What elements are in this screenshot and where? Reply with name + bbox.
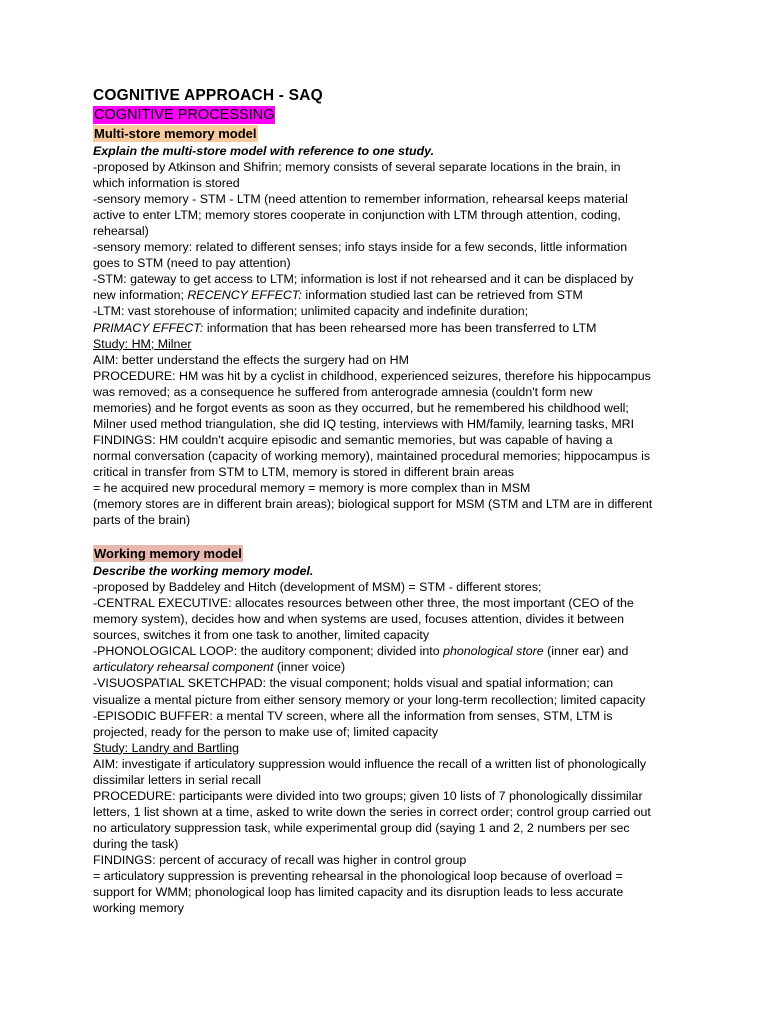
text-line: no articulatory suppression task, while experimental group did (saying 1 and 2, 2 numbers per sec [93, 820, 630, 835]
msm-study-body [93, 352, 688, 529]
text-span: new information; [93, 288, 188, 303]
text-line: -CENTRAL EXECUTIVE: allocates resources between other three, the most important (CEO of the [93, 596, 634, 611]
msm-ltm-line: -LTM: vast storehouse of information; unlimited capacity and indefinite duration; [93, 304, 529, 319]
text-line: working memory [93, 901, 184, 916]
text-line: active to enter LTM; memory stores cooperate in conjunction with LTM through attention, coding, [93, 208, 621, 223]
text-line: AIM: better understand the effects the surgery had on HM [93, 352, 409, 367]
text-span: information studied last can be retrieved from STM [301, 288, 583, 303]
text-line: rehearsal) [93, 224, 149, 239]
text-line: PROCEDURE: participants were divided into two groups; given 10 lists of 7 phonologically dissimilar [93, 788, 643, 803]
text-line: -proposed by Atkinson and Shifrin; memory consists of several separate locations in the brain, in [93, 160, 621, 175]
text-line: which information is stored [93, 176, 240, 191]
text-line: PROCEDURE: HM was hit by a cyclist in childhood, experienced seizures, therefore his hippocampus [93, 368, 651, 383]
section-spacer [93, 528, 688, 545]
wmm-phono-line-1 [93, 643, 688, 659]
recency-effect-term: RECENCY EFFECT: [187, 288, 302, 303]
msm-question: Explain the multi-store model with reference to one study. [93, 144, 435, 158]
page-title: COGNITIVE APPROACH - SAQ [93, 87, 323, 104]
msm-section [93, 125, 688, 528]
text-line: = articulatory suppression is preventing rehearsal in the phonological loop because of overload = [93, 869, 623, 884]
msm-heading: Multi-store memory model [94, 126, 257, 141]
text-line: memories) and he forgot events as soon as they occurred, but he remembered his childhood well; [93, 400, 629, 415]
articulatory-component-term: articulatory rehearsal component [93, 660, 274, 675]
wmm-phono-line-2 [93, 659, 688, 675]
msm-primacy-line [93, 320, 688, 336]
text-span: (inner ear) and [543, 644, 629, 659]
wmm-heading: Working memory model [94, 546, 242, 562]
text-line: projected, ready for the person to make use of; limited capacity [93, 724, 439, 739]
text-line: -sensory memory: related to different senses; info stays inside for a few seconds, little information [93, 240, 628, 255]
text-span: information that has been rehearsed more has been transferred to LTM [203, 320, 597, 335]
phonological-store-term: phonological store [443, 644, 544, 659]
text-line: sources, switches it from one task to another, limited capacity [93, 628, 430, 643]
text-line: -STM: gateway to get access to LTM; information is lost if not rehearsed and it can be displaced by [93, 272, 634, 287]
msm-study-label: Study: HM; Milner [93, 336, 192, 351]
wmm-body-b [93, 675, 688, 739]
primacy-effect-term: PRIMACY EFFECT: [93, 320, 204, 335]
text-line: Milner used method triangulation, she did IQ testing, interviews with HM/family, learning tasks, MRI [93, 416, 635, 431]
text-line: was removed; as a consequence he suffered from anterograde amnesia (couldn't form new [93, 384, 593, 399]
text-line: dissimilar letters in serial recall [93, 772, 262, 787]
text-line: during the task) [93, 836, 179, 851]
wmm-study-body [93, 756, 688, 916]
wmm-section [93, 545, 688, 916]
msm-body [93, 159, 688, 287]
text-span: -PHONOLOGICAL LOOP: the auditory component; divided into [93, 644, 444, 659]
text-line: goes to STM (need to pay attention) [93, 256, 291, 271]
msm-recency-line [93, 287, 688, 303]
text-line: (memory stores are in different brain areas); biological support for MSM (STM and LTM are in different [93, 497, 653, 512]
text-line: letters, 1 list shown at a time, asked to write down the series in correct order; control group carried out [93, 804, 651, 819]
wmm-body-a [93, 579, 688, 643]
text-line: FINDINGS: percent of accuracy of recall was higher in control group [93, 852, 467, 867]
text-line: memory system), decides how and when systems are used, focuses attention, divides it between [93, 612, 624, 627]
wmm-question: Describe the working memory model. [93, 564, 314, 579]
text-line: normal conversation (capacity of working memory), maintained procedural memories; hippocampus is [93, 448, 651, 463]
text-line: support for WMM; phonological loop has limited capacity and its disruption leads to less accurate [93, 885, 624, 900]
text-line: FINDINGS: HM couldn't acquire episodic and semantic memories, but was capable of having a [93, 432, 613, 447]
text-line: = he acquired new procedural memory = memory is more complex than in MSM [93, 480, 531, 495]
text-line: AIM: investigate if articulatory suppression would influence the recall of a written list of phonologically [93, 756, 647, 771]
text-line: visualize a mental picture from either sensory memory or your long-term recollection; limited capacity [93, 692, 646, 707]
text-line: -VISUOSPATIAL SKETCHPAD: the visual component; holds visual and spatial information; can [93, 676, 614, 691]
text-line: parts of the brain) [93, 513, 191, 528]
wmm-study-label: Study: Landry and Bartling [93, 740, 240, 755]
text-line: -sensory memory - STM - LTM (need attention to remember information, rehearsal keeps material [93, 192, 628, 207]
text-line: critical in transfer from STM to LTM, memory is stored in different brain areas [93, 464, 514, 479]
text-line: -proposed by Baddeley and Hitch (development of MSM) = STM - different stores; [93, 580, 542, 595]
section-label: COGNITIVE PROCESSING [94, 107, 275, 123]
text-line: -EPISODIC BUFFER: a mental TV screen, where all the information from senses, STM, LTM is [93, 708, 613, 723]
text-span: (inner voice) [273, 660, 346, 675]
